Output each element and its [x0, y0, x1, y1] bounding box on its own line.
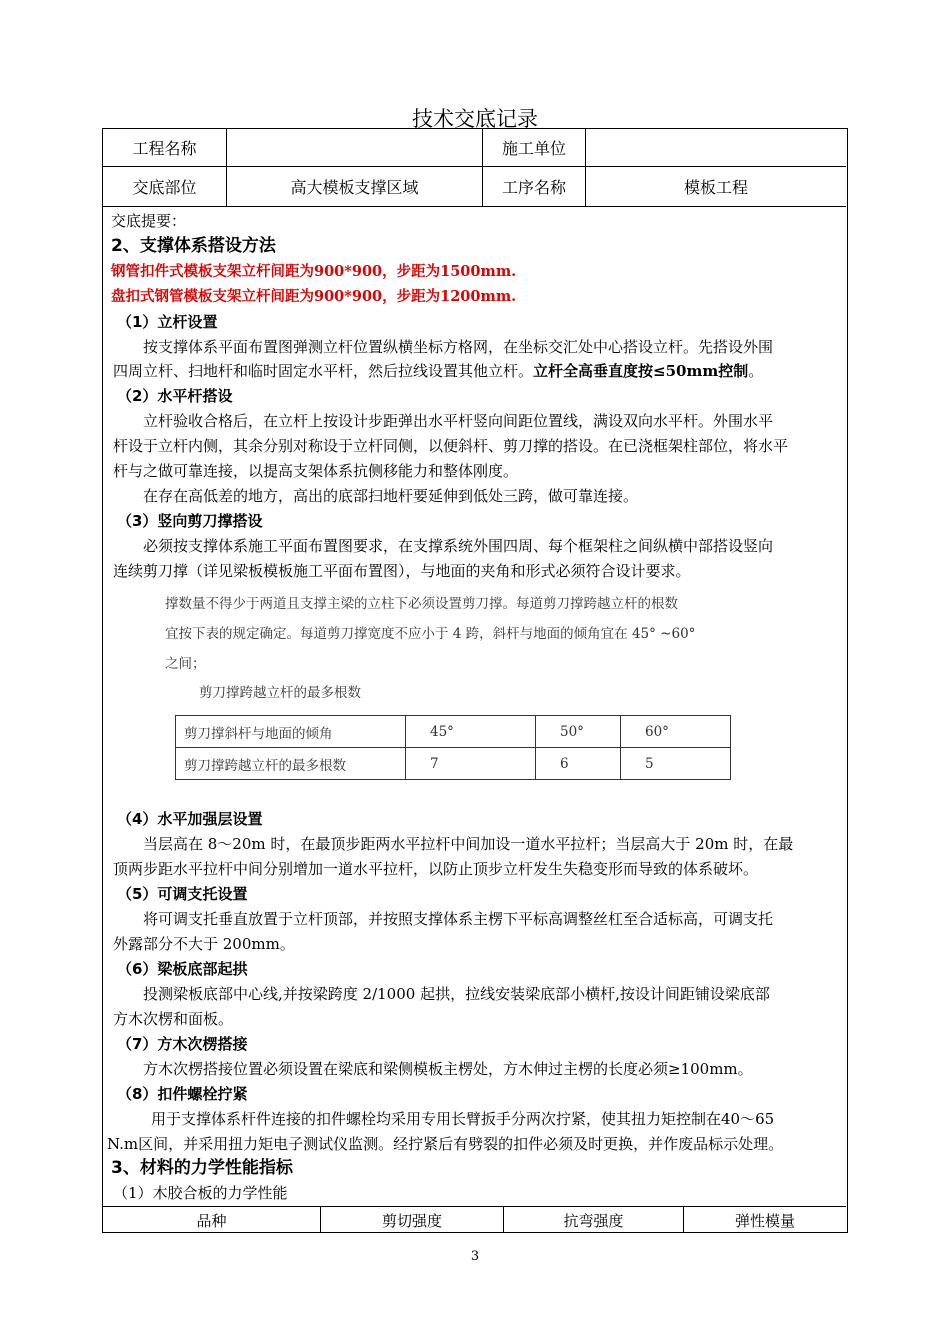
subsection-1-title: （1）立杆设置 — [117, 313, 218, 331]
table-cell: 6 — [536, 748, 621, 780]
table-row — [176, 716, 731, 748]
subsection-3-title: （3）竖向剪刀撑搭设 — [117, 512, 263, 530]
page-number: 3 — [470, 1249, 480, 1264]
col-header-shear: 剪切强度 — [321, 1207, 504, 1233]
s3-line-2: 连续剪刀撑（详见梁板模板施工平面布置图），与地面的夹角和形式必须符合设计要求。 — [113, 562, 691, 580]
s4-line-2: 顶两步距水平拉杆中间分别增加一道水平拉杆，以防止顶步立杆发生失稳变形而导致的体系破坏。 — [113, 860, 759, 878]
subsection-6-title: （6）梁板底部起拱 — [117, 960, 248, 978]
subsection-8-title: （8）扣件螺栓拧紧 — [117, 1085, 248, 1103]
header-row-2 — [103, 167, 846, 207]
s8-line-2: N.m区间，并采用扭力矩电子测试仪监测。经拧紧后有劈裂的扣件必须及时更换，并作废品标示处理。 — [107, 1135, 784, 1153]
contractor-value — [586, 129, 846, 166]
doc-title: 技术交底记录 — [412, 107, 538, 131]
table-cell: 7 — [406, 748, 536, 780]
process-value: 模板工程 — [683, 178, 748, 197]
subsection-4-title: （4）水平加强层设置 — [117, 810, 263, 828]
plywood-table-header — [103, 1206, 846, 1233]
contractor-label: 施工单位 — [483, 129, 586, 166]
s5-line-2: 外露部分不大于 200mm。 — [113, 935, 295, 953]
table-cell: 剪刀撑跨越立杆的最多根数 — [176, 748, 406, 780]
s1-line-1: 按支撑体系平面布置图弹测立杆位置纵横坐标方格网，在坐标交汇处中心搭设立杆。先搭设外围 — [143, 338, 774, 356]
subsection-2-title: （2）水平杆搭设 — [117, 387, 233, 405]
col-header-modulus: 弹性模量 — [734, 1211, 795, 1230]
subsection-7-title: （7）方木次楞搭接 — [117, 1035, 248, 1053]
summary-label: 交底提要： — [111, 212, 187, 230]
scissor-brace-table — [175, 715, 731, 780]
section3-sub1: （1）木胶合板的力学性能 — [113, 1184, 288, 1202]
section2-title: 2、支撑体系搭设方法 — [111, 236, 276, 256]
header-row-1 — [103, 129, 846, 167]
subsection-5-title: （5）可调支托设置 — [117, 885, 248, 903]
s1-end: 。 — [748, 362, 764, 380]
scan-table-title: 剪刀撑跨越立杆的最多根数 — [199, 685, 361, 701]
table-cell: 60° — [621, 716, 731, 748]
s1-line-2 — [113, 359, 855, 383]
record-frame — [102, 128, 848, 1233]
s8-line-1: 用于支撑体系杆件连接的扣件螺栓均采用专用长臂扳手分两次拧紧，使其扭力矩控制在40～65 — [151, 1110, 775, 1128]
red-note-2: 盘扣式钢管模板支架立杆间距为900*900，步距为1200mm. — [111, 288, 517, 305]
s3-line-1: 必须按支撑体系施工平面布置图要求，在支撑系统外围四周、每个框架柱之间纵横中部搭设竖向 — [143, 537, 774, 555]
scan-line-1: 撑数量不得少于两道且支撑主梁的立柱下必须设置剪刀撑。每道剪刀撑跨越立杆的根数 — [165, 596, 678, 612]
col-header-bending: 抗弯强度 — [504, 1207, 684, 1233]
project-name-label: 工程名称 — [103, 129, 227, 166]
s6-line-2: 方木次楞和面板。 — [113, 1010, 234, 1028]
table-cell: 45° — [406, 716, 536, 748]
table-cell: 剪刀撑斜杆与地面的倾角 — [176, 716, 406, 748]
red-note-1: 钢管扣件式模板支架立杆间距为900*900，步距为1500mm. — [111, 263, 517, 280]
table-cell: 50° — [536, 716, 621, 748]
s2-line-3: 杆与之做可靠连接，以提高支架体系抗侧移能力和整体刚度。 — [113, 462, 519, 480]
scan-line-2: 宜按下表的规定确定。每道剪刀撑宽度不应小于 4 跨，斜杆与地面的倾角宜在 45° ~60° — [165, 626, 696, 642]
table-row — [176, 748, 731, 780]
s1-text: 四周立杆、扫地杆和临时固定水平杆，然后拉线设置其他立杆。 — [113, 362, 534, 380]
project-name-value — [227, 129, 483, 166]
col-header-variety: 品种 — [103, 1207, 321, 1233]
s1-bold-text: 立杆全高垂直度按≤50mm控制 — [533, 362, 749, 380]
location-value: 高大模板支撑区域 — [227, 167, 483, 206]
s2-line-4: 在存在高低差的地方，高出的底部扫地杆要延伸到低处三跨，做可靠连接。 — [143, 487, 639, 505]
process-label: 工序名称 — [483, 167, 586, 206]
s6-line-1: 投测梁板底部中心线,并按梁跨度 2/1000 起拱，拉线安装梁底部小横杆,按设计间距铺设梁底部 — [143, 985, 770, 1003]
table-cell: 5 — [621, 748, 731, 780]
section3-title: 3、材料的力学性能指标 — [111, 1158, 293, 1178]
scan-line-3: 之间； — [165, 656, 206, 672]
s5-line-1: 将可调支托垂直放置于立杆顶部，并按照支撑体系主楞下平标高调整丝杠至合适标高，可调支托 — [143, 910, 774, 928]
s2-line-1: 立杆验收合格后，在立杆上按设计步距弹出水平杆竖向间距位置线，满设双向水平杆。外围水平 — [143, 412, 774, 430]
s7-line-1: 方木次楞搭接位置必须设置在梁底和梁侧模板主楞处，方木伸过主楞的长度必须≥100mm。 — [143, 1060, 753, 1078]
s4-line-1: 当层高在 8～20m 时，在最顶步距两水平拉杆中间加设一道水平拉杆；当层高大于 20m 时，在最 — [143, 835, 794, 853]
location-label: 交底部位 — [103, 167, 227, 206]
s2-line-2: 杆设于立杆内侧，其余分别对称设于立杆同侧，以便斜杆、剪刀撑的搭设。在已浇框架柱部位，将水平 — [113, 437, 789, 455]
